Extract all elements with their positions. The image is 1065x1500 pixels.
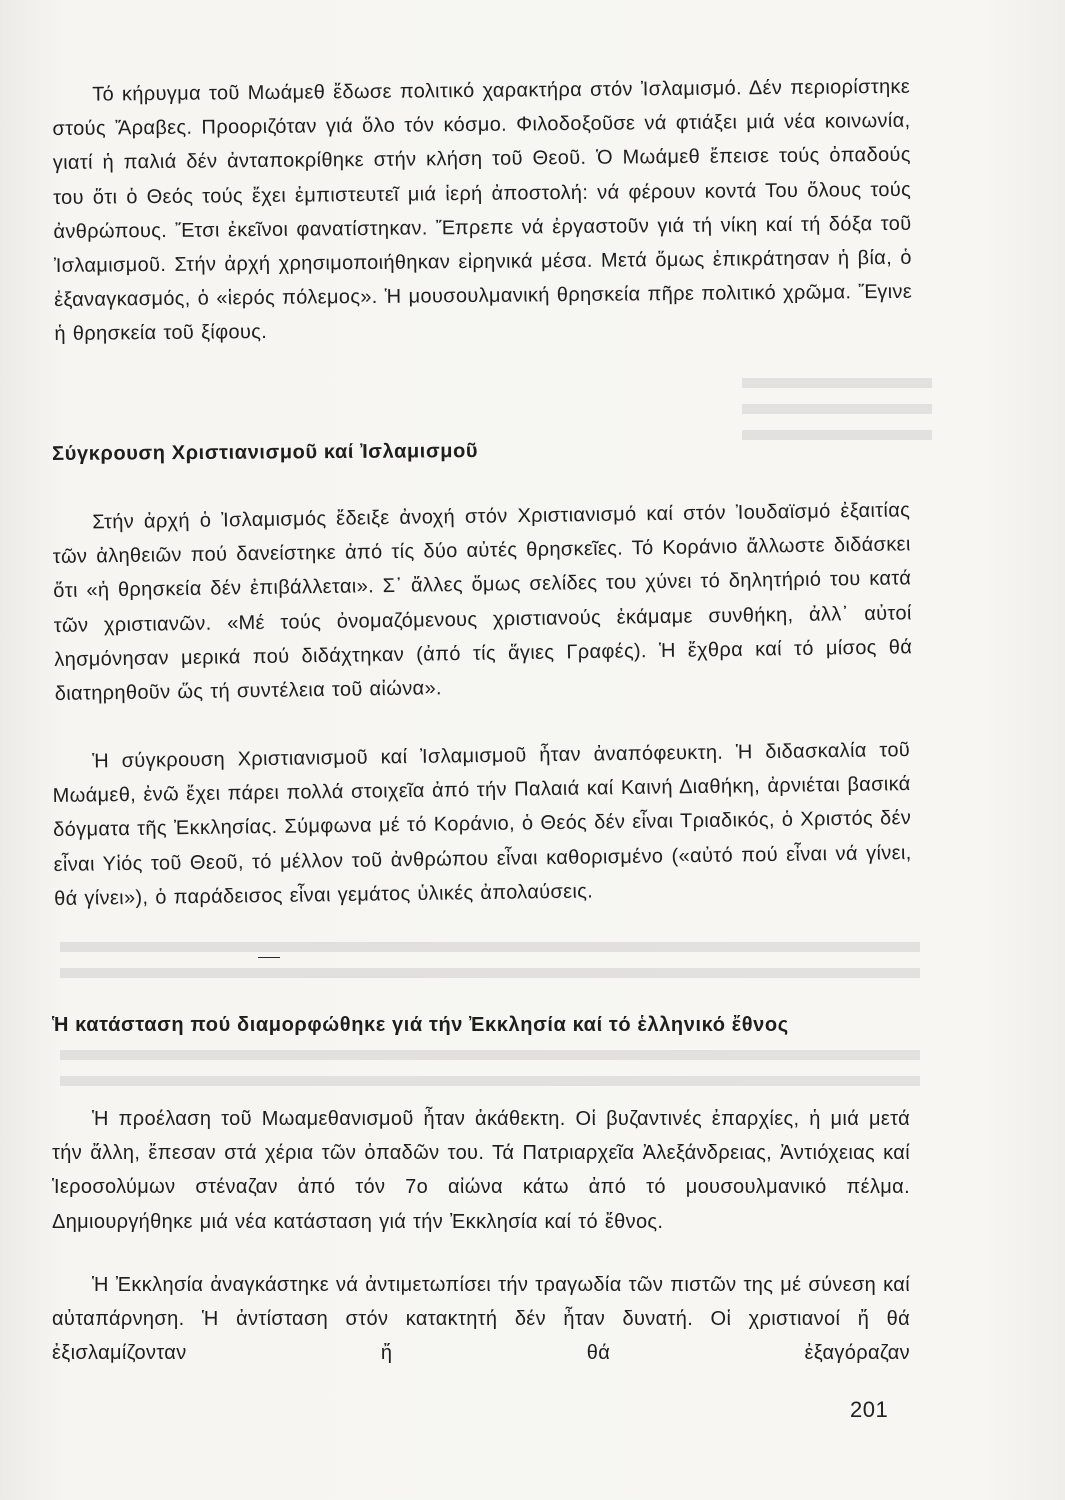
paragraph-3: Ἡ σύγκρουση Χριστιανισμοῦ καί Ἰσλαμισμοῦ ἦταν ἀναπόφευκτη. Ἡ διδασκαλία τοῦ Μωάμεθ, ἐνῶ ἔχει πάρει πολλά στοιχεῖα ἀπό τήν Παλαιά καί Καινή Διαθήκη, ἀρνιέται βασικά δόγματα τῆς Ἐκκλησίας. Σύμφωνα μέ τό Κοράνιο, ὁ Θεός δέν εἶναι Τριαδικός, ὁ Χριστός δέν εἶναι Υἱός τοῦ Θεοῦ, τό μέλλον τοῦ ἀνθρώπου εἶναι καθορισμένο («αὐτό πού εἶναι νά γίνει, θά γίνει»), ὁ παράδεισος εἶναι γεμάτος ὑλικές ἀπολαύσεις. bbox=[52, 739, 912, 910]
paragraph-2: Στήν ἀρχή ὁ Ἰσλαμισμός ἔδειξε ἀνοχή στόν Χριστιανισμό καί στόν Ἰουδαϊσμό ἐξαιτίας τῶν ἀληθειῶν πού δανείστηκε ἀπό τίς δύο αὐτές θρησκεῖες. Τό Κοράνιο ἄλλωστε διδάσκει ὅτι «ἡ θρησκεία δέν ἐπιβάλλεται». Σ᾽ ἄλλες ὅμως σελίδες του χύνει τό δηλητήριό του κατά τῶν χριστιανῶν. «Μέ τούς ὀνομαζόμενους χριστιανούς ἐκάμαμε συνθήκη, ἀλλ᾽ αὐτοί λησμόνησαν μερικά πού διδάχτηκαν (ἀπό τίς ἅγιες Γραφές). Ἡ ἔχθρα καί τό μίσος θά διατηρηθοῦν ὥς τή συντέλεια τοῦ αἰώνα». bbox=[52, 499, 913, 705]
section-heading-situation: Ἡ κατάσταση πού διαμορφώθηκε γιά τήν Ἐκκλησία καί τό ἑλληνικό ἔθνος bbox=[52, 1014, 789, 1036]
paragraph-block-2 bbox=[52, 493, 913, 711]
paragraph-1: Τό κήρυγμα τοῦ Μωάμεθ ἔδωσε πολιτικό χαρακτήρα στόν Ἰσλαμισμό. Δέν περιορίστηκε στούς Ἄραβες. Προοριζόταν γιά ὅλο τόν κόσμο. Φιλοδοξοῦσε νά φτιάξει μιά νέα κοινωνία, γιατί ἡ παλιά δέν ἀνταποκρίθηκε στήν κλήση τοῦ Θεοῦ. Ὁ Μωάμεθ ἔπεισε τούς ὀπαδούς του ὅτι ὁ Θεός τούς ἔχει ἐμπιστευτεῖ μιά ἱερή ἀποστολή: νά φέρουν κοντά Του ὅλους τούς ἀνθρώπους. Ἔτσι ἐκεῖνοι φανατίστηκαν. Ἔπρεπε νά ἐργαστοῦν γιά τή νίκη καί τή δόξα τοῦ Ἰσλαμισμοῦ. Στήν ἀρχή χρησιμοποιήθηκαν εἰρηνικά μέσα. Μετά ὅμως ἐπικράτησαν ἡ βία, ὁ ἐξαναγκασμός, ὁ «ἱερός πόλεμος». Ἡ μουσουλμανική θρησκεία πῆρε πολιτικό χρῶμα. Ἔγινε ἡ θρησκεία τοῦ ξίφους. bbox=[52, 75, 913, 346]
paragraph-block-5 bbox=[52, 1268, 910, 1371]
bleed-through-line bbox=[60, 1050, 920, 1060]
stray-pen-mark bbox=[258, 957, 280, 958]
section-heading-block-2 bbox=[52, 1008, 910, 1042]
paragraph-5: Ἡ Ἐκκλησία ἀναγκάστηκε νά ἀντιμετωπίσει τήν τραγωδία τῶν πιστῶν της μέ σύνεση καί αὐταπάρνηση. Ἡ ἀντίσταση στόν κατακτητή δέν ἦταν δυνατή. Οἱ χριστιανοί ἤ θά ἐξισλαμίζονταν ἤ θά ἐξαγόραζαν bbox=[52, 1274, 910, 1365]
paragraph-4: Ἡ προέλαση τοῦ Μωαμεθανισμοῦ ἦταν ἀκάθεκτη. Οἱ βυζαντινές ἐπαρχίες, ἡ μιά μετά τήν ἄλλη, ἔπεσαν στά χέρια τῶν ὀπαδῶν του. Τά Πατριαρχεῖα Ἀλεξάνδρειας, Ἀντιόχειας καί Ἱεροσολύμων στέναζαν ἀπό τόν 7ο αἰώνα κάτω ἀπό τό μουσουλμανικό πέλμα. Δημιουργήθηκε μιά νέα κατάσταση γιά τήν Ἐκκλησία καί τό ἔθνος. bbox=[52, 1108, 910, 1233]
paragraph-block-4 bbox=[52, 1102, 910, 1239]
bleed-through-line bbox=[742, 378, 932, 388]
paragraph-block-3 bbox=[52, 733, 912, 916]
section-heading-conflict: Σύγκρουση Χριστιανισμοῦ καί Ἰσλαμισμοῦ bbox=[52, 440, 479, 465]
bleed-through-line bbox=[60, 1076, 920, 1086]
bleed-through-line bbox=[60, 942, 920, 952]
paragraph-block-1 bbox=[52, 70, 913, 352]
section-heading-block-1 bbox=[52, 431, 910, 471]
page-number: 201 bbox=[850, 1397, 889, 1422]
bleed-through-line bbox=[60, 968, 920, 978]
bleed-through-line bbox=[742, 404, 932, 414]
